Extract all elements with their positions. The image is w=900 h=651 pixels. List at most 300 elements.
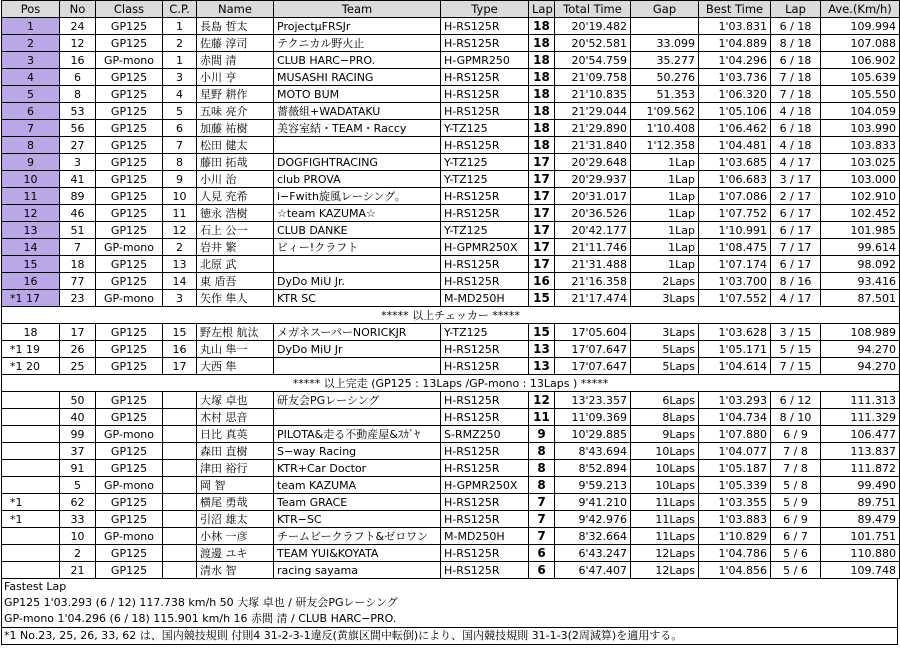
gap-cell: 12Laps — [631, 545, 699, 562]
table-row — [2, 392, 900, 409]
class-cell: GP-mono — [96, 528, 163, 545]
number-cell: 51 — [60, 222, 96, 239]
separator-row — [2, 307, 900, 324]
name-cell: 加藤 祐樹 — [197, 120, 274, 137]
position-cell — [2, 426, 60, 443]
position-cell: 4 — [2, 69, 60, 86]
table-row — [2, 545, 900, 562]
results-body — [2, 18, 900, 579]
name-cell: 石上 公一 — [197, 222, 274, 239]
best-lap-cell: 3 / 17 — [771, 171, 821, 188]
gap-cell: 1Lap — [631, 222, 699, 239]
class-cell: GP125 — [96, 324, 163, 341]
name-cell: 小林 一彦 — [197, 528, 274, 545]
name-cell: 渡邊 ユキ — [197, 545, 274, 562]
best-time-cell: 1'04.786 — [699, 545, 771, 562]
best-lap-cell: 7 / 18 — [771, 86, 821, 103]
best-lap-cell: 5 / 15 — [771, 341, 821, 358]
laps-cell: 12 — [529, 392, 555, 409]
type-cell: M-MD250H — [441, 290, 529, 307]
table-row — [2, 494, 900, 511]
type-cell: Y-TZ125 — [441, 324, 529, 341]
gap-cell: 2Laps — [631, 273, 699, 290]
best-time-cell: 1'03.700 — [699, 273, 771, 290]
class-cell: GP125 — [96, 273, 163, 290]
laps-cell: 15 — [529, 290, 555, 307]
laps-cell: 9 — [529, 426, 555, 443]
position-cell: 13 — [2, 222, 60, 239]
class-position-cell: 11 — [163, 205, 197, 222]
position-cell: 2 — [2, 35, 60, 52]
name-cell: 大塚 卓也 — [197, 392, 274, 409]
average-speed-cell: 94.270 — [821, 341, 900, 358]
laps-cell: 15 — [529, 324, 555, 341]
type-cell: H-GPMR250X — [441, 477, 529, 494]
class-cell: GP125 — [96, 18, 163, 35]
table-row — [2, 443, 900, 460]
total-time-cell: 8'52.894 — [555, 460, 631, 477]
position-cell — [2, 528, 60, 545]
number-cell: 46 — [60, 205, 96, 222]
table-row — [2, 188, 900, 205]
best-lap-cell: 8 / 16 — [771, 273, 821, 290]
best-time-cell: 1'05.106 — [699, 103, 771, 120]
position-cell: *1 — [2, 511, 60, 528]
class-cell: GP125 — [96, 460, 163, 477]
laps-cell: 16 — [529, 273, 555, 290]
type-cell: Y-TZ125 — [441, 154, 529, 171]
table-row — [2, 358, 900, 375]
number-cell: 91 — [60, 460, 96, 477]
name-cell: 人見 充希 — [197, 188, 274, 205]
gap-cell: 11Laps — [631, 528, 699, 545]
name-cell: 野左根 航汰 — [197, 324, 274, 341]
class-position-cell — [163, 494, 197, 511]
best-lap-cell: 7 / 8 — [771, 443, 821, 460]
best-lap-cell: 7 / 15 — [771, 358, 821, 375]
team-cell: club PROVA — [274, 171, 441, 188]
number-cell: 10 — [60, 528, 96, 545]
number-cell: 77 — [60, 273, 96, 290]
team-cell: DyDo MiU Jr. — [274, 273, 441, 290]
best-lap-cell: 3 / 15 — [771, 324, 821, 341]
number-cell: 89 — [60, 188, 96, 205]
header-best-lap: Lap — [771, 1, 821, 18]
position-cell: 7 — [2, 120, 60, 137]
average-speed-cell: 87.501 — [821, 290, 900, 307]
table-row — [2, 86, 900, 103]
total-time-cell: 9'41.210 — [555, 494, 631, 511]
gap-cell — [631, 18, 699, 35]
laps-cell: 18 — [529, 137, 555, 154]
gap-cell: 51.353 — [631, 86, 699, 103]
total-time-cell: 20'29.937 — [555, 171, 631, 188]
total-time-cell: 20'29.648 — [555, 154, 631, 171]
name-cell: 佐藤 淳司 — [197, 35, 274, 52]
name-cell: 岡 智 — [197, 477, 274, 494]
type-cell: Y-TZ125 — [441, 120, 529, 137]
position-cell — [2, 392, 60, 409]
best-time-cell: 1'07.086 — [699, 188, 771, 205]
laps-cell: 17 — [529, 171, 555, 188]
total-time-cell: 20'31.017 — [555, 188, 631, 205]
name-cell: 木村 思音 — [197, 409, 274, 426]
average-speed-cell: 111.872 — [821, 460, 900, 477]
gap-cell: 1Lap — [631, 239, 699, 256]
type-cell: H-RS125R — [441, 443, 529, 460]
average-speed-cell: 102.910 — [821, 188, 900, 205]
team-cell: KTR SC — [274, 290, 441, 307]
total-time-cell: 8'32.664 — [555, 528, 631, 545]
laps-cell: 6 — [529, 545, 555, 562]
type-cell: S-RMZ250 — [441, 426, 529, 443]
team-cell: 薔薇組+WADATAKU — [274, 103, 441, 120]
class-position-cell: 3 — [163, 69, 197, 86]
number-cell: 24 — [60, 18, 96, 35]
gap-cell: 11Laps — [631, 511, 699, 528]
best-time-cell: 1'07.174 — [699, 256, 771, 273]
total-time-cell: 21'09.758 — [555, 69, 631, 86]
class-position-cell: 12 — [163, 222, 197, 239]
laps-cell: 17 — [529, 205, 555, 222]
best-lap-cell: 6 / 18 — [771, 18, 821, 35]
class-cell: GP125 — [96, 341, 163, 358]
table-row — [2, 137, 900, 154]
position-cell: *1 — [2, 494, 60, 511]
type-cell: H-RS125R — [441, 273, 529, 290]
table-row — [2, 18, 900, 35]
laps-cell: 8 — [529, 460, 555, 477]
average-speed-cell: 107.088 — [821, 35, 900, 52]
position-cell — [2, 562, 60, 579]
laps-cell: 18 — [529, 52, 555, 69]
position-cell: 12 — [2, 205, 60, 222]
team-cell: 美容室結・TEAM・Raccy — [274, 120, 441, 137]
type-cell: H-RS125R — [441, 392, 529, 409]
number-cell: 3 — [60, 154, 96, 171]
number-cell: 62 — [60, 494, 96, 511]
laps-cell: 18 — [529, 86, 555, 103]
table-row — [2, 205, 900, 222]
table-row — [2, 69, 900, 86]
position-cell: 6 — [2, 103, 60, 120]
best-lap-cell: 6 / 17 — [771, 256, 821, 273]
best-lap-cell: 6 / 17 — [771, 205, 821, 222]
class-position-cell: 15 — [163, 324, 197, 341]
class-cell: GP125 — [96, 256, 163, 273]
table-row — [2, 256, 900, 273]
class-cell: GP125 — [96, 222, 163, 239]
laps-cell: 18 — [529, 35, 555, 52]
type-cell: H-RS125R — [441, 256, 529, 273]
type-cell: H-RS125R — [441, 562, 529, 579]
best-lap-cell: 8 / 18 — [771, 35, 821, 52]
table-row — [2, 35, 900, 52]
gap-cell: 1Lap — [631, 188, 699, 205]
name-cell: 大西 隼 — [197, 358, 274, 375]
class-cell: GP125 — [96, 409, 163, 426]
gap-cell: 11Laps — [631, 494, 699, 511]
position-cell: 15 — [2, 256, 60, 273]
laps-cell: 17 — [529, 256, 555, 273]
laps-cell: 18 — [529, 120, 555, 137]
best-lap-cell: 2 / 17 — [771, 188, 821, 205]
team-cell — [274, 358, 441, 375]
class-cell: GP125 — [96, 171, 163, 188]
total-time-cell: 20'19.482 — [555, 18, 631, 35]
average-speed-cell: 111.329 — [821, 409, 900, 426]
team-cell — [274, 409, 441, 426]
best-time-cell: 1'03.355 — [699, 494, 771, 511]
best-lap-cell: 4 / 17 — [771, 154, 821, 171]
best-lap-cell: 8 / 10 — [771, 409, 821, 426]
table-row — [2, 120, 900, 137]
class-position-cell: 3 — [163, 290, 197, 307]
header-name: Name — [197, 1, 274, 18]
class-cell: GP125 — [96, 69, 163, 86]
best-time-cell: 1'06.462 — [699, 120, 771, 137]
best-time-cell: 1'10.829 — [699, 528, 771, 545]
best-time-cell: 1'06.320 — [699, 86, 771, 103]
position-cell: 14 — [2, 239, 60, 256]
total-time-cell: 21'29.890 — [555, 120, 631, 137]
class-position-cell: 5 — [163, 103, 197, 120]
name-cell: 丸山 隼一 — [197, 341, 274, 358]
best-time-cell: 1'10.991 — [699, 222, 771, 239]
gap-cell: 35.277 — [631, 52, 699, 69]
table-row — [2, 171, 900, 188]
number-cell: 12 — [60, 35, 96, 52]
team-cell: Team GRACE — [274, 494, 441, 511]
best-lap-cell: 6 / 7 — [771, 528, 821, 545]
class-cell: GP125 — [96, 494, 163, 511]
best-time-cell: 1'03.883 — [699, 511, 771, 528]
number-cell: 99 — [60, 426, 96, 443]
table-row — [2, 324, 900, 341]
best-time-cell: 1'04.889 — [699, 35, 771, 52]
position-cell: 8 — [2, 137, 60, 154]
class-position-cell: 8 — [163, 154, 197, 171]
gap-cell: 1Lap — [631, 171, 699, 188]
total-time-cell: 17'05.604 — [555, 324, 631, 341]
team-cell: テクニカル野火止 — [274, 35, 441, 52]
position-cell — [2, 460, 60, 477]
best-time-cell: 1'03.831 — [699, 18, 771, 35]
name-cell: 徳永 浩樹 — [197, 205, 274, 222]
number-cell: 53 — [60, 103, 96, 120]
type-cell: H-RS125R — [441, 460, 529, 477]
laps-cell: 7 — [529, 494, 555, 511]
laps-cell: 17 — [529, 239, 555, 256]
class-position-cell — [163, 562, 197, 579]
name-cell: 長島 哲太 — [197, 18, 274, 35]
laps-cell: 18 — [529, 69, 555, 86]
average-speed-cell: 102.452 — [821, 205, 900, 222]
average-speed-cell: 109.994 — [821, 18, 900, 35]
position-cell — [2, 409, 60, 426]
best-time-cell: 1'04.614 — [699, 358, 771, 375]
position-cell: 16 — [2, 273, 60, 290]
class-position-cell: 13 — [163, 256, 197, 273]
total-time-cell: 13'23.357 — [555, 392, 631, 409]
team-cell: MOTO BUM — [274, 86, 441, 103]
name-cell: 矢作 隼人 — [197, 290, 274, 307]
type-cell: H-GPMR250 — [441, 52, 529, 69]
type-cell: M-MD250H — [441, 528, 529, 545]
number-cell: 23 — [60, 290, 96, 307]
table-header-row — [2, 1, 900, 18]
position-cell: 1 — [2, 18, 60, 35]
header-type: Type — [441, 1, 529, 18]
class-cell: GP125 — [96, 154, 163, 171]
separator-row — [2, 375, 900, 392]
total-time-cell: 20'42.177 — [555, 222, 631, 239]
best-time-cell: 1'03.736 — [699, 69, 771, 86]
class-cell: GP125 — [96, 86, 163, 103]
average-speed-cell: 110.880 — [821, 545, 900, 562]
type-cell: Y-TZ125 — [441, 171, 529, 188]
name-cell: 小川 亨 — [197, 69, 274, 86]
total-time-cell: 6'43.247 — [555, 545, 631, 562]
type-cell: H-RS125R — [441, 137, 529, 154]
class-cell: GP125 — [96, 205, 163, 222]
best-time-cell: 1'03.293 — [699, 392, 771, 409]
best-time-cell: 1'07.552 — [699, 290, 771, 307]
total-time-cell: 10'29.885 — [555, 426, 631, 443]
table-row — [2, 103, 900, 120]
total-time-cell: 21'10.835 — [555, 86, 631, 103]
class-position-cell — [163, 528, 197, 545]
name-cell: 森田 直樹 — [197, 443, 274, 460]
results-table — [1, 0, 900, 579]
table-row — [2, 511, 900, 528]
class-position-cell: 9 — [163, 171, 197, 188]
header-no: No — [60, 1, 96, 18]
class-cell: GP125 — [96, 545, 163, 562]
name-cell: 星野 耕作 — [197, 86, 274, 103]
type-cell: H-RS125R — [441, 358, 529, 375]
class-position-cell: 1 — [163, 18, 197, 35]
laps-cell: 6 — [529, 562, 555, 579]
header-lap: Lap — [529, 1, 555, 18]
team-cell: ビィー!クラフト — [274, 239, 441, 256]
team-cell: S−way Racing — [274, 443, 441, 460]
position-cell: 3 — [2, 52, 60, 69]
name-cell: 日比 真英 — [197, 426, 274, 443]
type-cell: H-RS125R — [441, 545, 529, 562]
class-position-cell — [163, 409, 197, 426]
position-cell: *1 17 — [2, 290, 60, 307]
team-cell: DyDo MiU Jr — [274, 341, 441, 358]
table-row — [2, 528, 900, 545]
laps-cell: 7 — [529, 511, 555, 528]
total-time-cell: 6'47.407 — [555, 562, 631, 579]
best-lap-cell: 5 / 6 — [771, 545, 821, 562]
gap-cell: 5Laps — [631, 358, 699, 375]
team-cell: PILOTA&走る不動産屋&ｽｶﾞﾔ — [274, 426, 441, 443]
team-cell: ☆team KAZUMA☆ — [274, 205, 441, 222]
fastest-lap-gp125: GP125 1'03.293 (6 / 12) 117.738 km/h 50 大塚 卓也 / 研友会PGレーシング — [1, 595, 898, 611]
total-time-cell: 8'43.694 — [555, 443, 631, 460]
best-time-cell: 1'06.683 — [699, 171, 771, 188]
team-cell — [274, 256, 441, 273]
best-lap-cell: 4 / 17 — [771, 290, 821, 307]
class-cell: GP125 — [96, 511, 163, 528]
type-cell: H-RS125R — [441, 494, 529, 511]
total-time-cell: 11'09.369 — [555, 409, 631, 426]
class-cell: GP125 — [96, 103, 163, 120]
class-position-cell: 6 — [163, 120, 197, 137]
fastest-lap-title: Fastest Lap — [1, 579, 898, 595]
best-lap-cell: 6 / 18 — [771, 52, 821, 69]
total-time-cell: 17'07.647 — [555, 358, 631, 375]
position-cell: 11 — [2, 188, 60, 205]
type-cell: H-RS125R — [441, 18, 529, 35]
total-time-cell: 17'07.647 — [555, 341, 631, 358]
number-cell: 25 — [60, 358, 96, 375]
gap-cell: 1Lap — [631, 154, 699, 171]
gap-cell: 33.099 — [631, 35, 699, 52]
class-cell: GP125 — [96, 120, 163, 137]
completion-separator: ***** 以上完走 (GP125 : 13Laps /GP-mono : 13Laps ) ***** — [2, 375, 900, 392]
average-speed-cell: 103.990 — [821, 120, 900, 137]
gap-cell: 10Laps — [631, 477, 699, 494]
type-cell: H-RS125R — [441, 341, 529, 358]
total-time-cell: 21'11.746 — [555, 239, 631, 256]
gap-cell: 1'10.408 — [631, 120, 699, 137]
laps-cell: 17 — [529, 188, 555, 205]
average-speed-cell: 89.479 — [821, 511, 900, 528]
number-cell: 17 — [60, 324, 96, 341]
header-gap: Gap — [631, 1, 699, 18]
laps-cell: 11 — [529, 409, 555, 426]
table-row — [2, 222, 900, 239]
table-row — [2, 52, 900, 69]
name-cell: 小川 治 — [197, 171, 274, 188]
team-cell: team KAZUMA — [274, 477, 441, 494]
laps-cell: 17 — [529, 154, 555, 171]
number-cell: 50 — [60, 392, 96, 409]
number-cell: 21 — [60, 562, 96, 579]
position-cell: 18 — [2, 324, 60, 341]
number-cell: 8 — [60, 86, 96, 103]
total-time-cell: 9'42.976 — [555, 511, 631, 528]
gap-cell: 10Laps — [631, 443, 699, 460]
best-time-cell: 1'03.685 — [699, 154, 771, 171]
table-row — [2, 154, 900, 171]
best-lap-cell: 6 / 17 — [771, 222, 821, 239]
average-speed-cell: 106.477 — [821, 426, 900, 443]
table-row — [2, 273, 900, 290]
table-row — [2, 562, 900, 579]
total-time-cell: 21'31.840 — [555, 137, 631, 154]
average-speed-cell: 105.550 — [821, 86, 900, 103]
position-cell: 9 — [2, 154, 60, 171]
average-speed-cell: 103.025 — [821, 154, 900, 171]
gap-cell: 5Laps — [631, 341, 699, 358]
gap-cell: 50.276 — [631, 69, 699, 86]
name-cell: 引沼 雄太 — [197, 511, 274, 528]
header-pos: Pos — [2, 1, 60, 18]
position-cell: *1 19 — [2, 341, 60, 358]
best-lap-cell: 7 / 18 — [771, 69, 821, 86]
gap-cell: 1'09.562 — [631, 103, 699, 120]
type-cell: H-GPMR250X — [441, 239, 529, 256]
class-position-cell: 2 — [163, 35, 197, 52]
table-row — [2, 460, 900, 477]
name-cell: 横尾 勇哉 — [197, 494, 274, 511]
class-position-cell: 4 — [163, 86, 197, 103]
